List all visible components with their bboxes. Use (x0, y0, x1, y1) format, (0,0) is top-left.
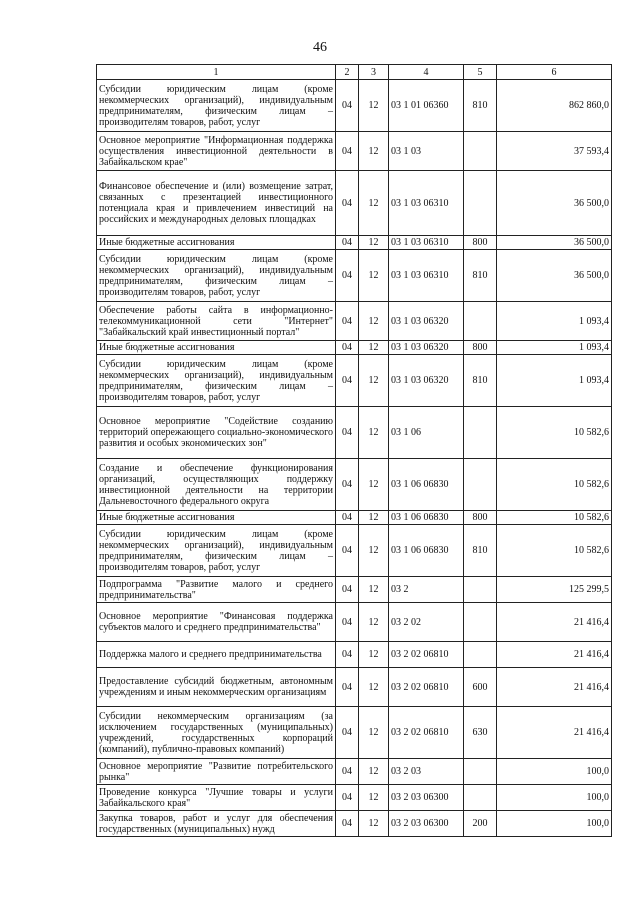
amount-cell: 21 416,4 (497, 707, 612, 759)
section-code-cell: 04 (336, 785, 359, 811)
expense-type-cell (464, 132, 497, 171)
item-name-cell: Субсидии юридическим лицам (кроме некоммерческих организаций), индивидуальным предпринимателям, физическим лицам – производителям товаров, работ, услуг (97, 355, 336, 407)
amount-cell: 10 582,6 (497, 407, 612, 459)
expense-type-cell (464, 171, 497, 236)
expense-type-cell: 630 (464, 707, 497, 759)
expense-type-cell: 810 (464, 250, 497, 302)
subsection-code-cell: 12 (359, 341, 389, 355)
table-row (97, 759, 612, 785)
table-row (97, 355, 612, 407)
target-article-cell: 03 2 02 06810 (389, 642, 464, 668)
amount-cell: 21 416,4 (497, 603, 612, 642)
expense-type-cell (464, 407, 497, 459)
table-row (97, 80, 612, 132)
table-row (97, 811, 612, 837)
item-name-cell: Иные бюджетные ассигнования (97, 341, 336, 355)
amount-cell: 36 500,0 (497, 171, 612, 236)
expense-type-cell: 800 (464, 236, 497, 250)
subsection-code-cell: 12 (359, 302, 389, 341)
target-article-cell: 03 2 03 06300 (389, 785, 464, 811)
table-row (97, 302, 612, 341)
amount-cell: 37 593,4 (497, 132, 612, 171)
item-name-cell: Субсидии юридическим лицам (кроме некоммерческих организаций), индивидуальным предпринимателям, физическим лицам – производителям товаров, работ, услуг (97, 525, 336, 577)
subsection-code-cell: 12 (359, 785, 389, 811)
item-name-cell: Проведение конкурса "Лучшие товары и услуги Забайкальского края" (97, 785, 336, 811)
section-code-cell: 04 (336, 80, 359, 132)
expense-type-cell (464, 785, 497, 811)
expense-type-cell: 600 (464, 668, 497, 707)
item-name-cell: Закупка товаров, работ и услуг для обеспечения государственных (муниципальных) нужд (97, 811, 336, 837)
column-header: 2 (336, 65, 359, 80)
column-header: 1 (97, 65, 336, 80)
expense-type-cell: 800 (464, 341, 497, 355)
amount-cell: 100,0 (497, 811, 612, 837)
amount-cell: 1 093,4 (497, 341, 612, 355)
target-article-cell: 03 1 06 06830 (389, 459, 464, 511)
expense-type-cell: 810 (464, 80, 497, 132)
table-row (97, 785, 612, 811)
section-code-cell: 04 (336, 171, 359, 236)
target-article-cell: 03 1 06 06830 (389, 511, 464, 525)
amount-cell: 10 582,6 (497, 525, 612, 577)
table-row (97, 603, 612, 642)
section-code-cell: 04 (336, 759, 359, 785)
target-article-cell: 03 2 (389, 577, 464, 603)
table-body (97, 80, 612, 837)
amount-cell: 862 860,0 (497, 80, 612, 132)
item-name-cell: Субсидии юридическим лицам (кроме некоммерческих организаций), индивидуальным предпринимателям, физическим лицам – производителям товаров, работ, услуг (97, 80, 336, 132)
section-code-cell: 04 (336, 407, 359, 459)
table-row (97, 407, 612, 459)
target-article-cell: 03 2 03 (389, 759, 464, 785)
expense-type-cell (464, 302, 497, 341)
item-name-cell: Иные бюджетные ассигнования (97, 236, 336, 250)
section-code-cell: 04 (336, 603, 359, 642)
amount-cell: 10 582,6 (497, 511, 612, 525)
subsection-code-cell: 12 (359, 707, 389, 759)
amount-cell: 10 582,6 (497, 459, 612, 511)
section-code-cell: 04 (336, 236, 359, 250)
subsection-code-cell: 12 (359, 407, 389, 459)
expense-type-cell: 810 (464, 355, 497, 407)
subsection-code-cell: 12 (359, 811, 389, 837)
section-code-cell: 04 (336, 577, 359, 603)
table-row (97, 668, 612, 707)
item-name-cell: Основное мероприятие "Содействие созданию территорий опережающего социально-экономического развития и особых экономических зон" (97, 407, 336, 459)
column-header: 4 (389, 65, 464, 80)
column-header: 5 (464, 65, 497, 80)
subsection-code-cell: 12 (359, 642, 389, 668)
subsection-code-cell: 12 (359, 80, 389, 132)
table-row (97, 642, 612, 668)
subsection-code-cell: 12 (359, 355, 389, 407)
expense-type-cell: 800 (464, 511, 497, 525)
subsection-code-cell: 12 (359, 250, 389, 302)
expense-type-cell (464, 642, 497, 668)
item-name-cell: Основное мероприятие "Развитие потребительского рынка" (97, 759, 336, 785)
target-article-cell: 03 1 03 (389, 132, 464, 171)
expense-type-cell (464, 577, 497, 603)
amount-cell: 21 416,4 (497, 642, 612, 668)
section-code-cell: 04 (336, 459, 359, 511)
section-code-cell: 04 (336, 355, 359, 407)
target-article-cell: 03 1 03 06320 (389, 302, 464, 341)
section-code-cell: 04 (336, 302, 359, 341)
target-article-cell: 03 1 03 06310 (389, 236, 464, 250)
table-row (97, 171, 612, 236)
table-row (97, 250, 612, 302)
expense-type-cell (464, 759, 497, 785)
table-row (97, 341, 612, 355)
budget-table (96, 64, 612, 837)
subsection-code-cell: 12 (359, 171, 389, 236)
target-article-cell: 03 1 03 06320 (389, 341, 464, 355)
target-article-cell: 03 1 03 06320 (389, 355, 464, 407)
item-name-cell: Создание и обеспечение функционирования организаций, осуществляющих поддержку инвестиционной деятельности на территории Дальневосточного федерального округа (97, 459, 336, 511)
section-code-cell: 04 (336, 132, 359, 171)
item-name-cell: Иные бюджетные ассигнования (97, 511, 336, 525)
amount-cell: 100,0 (497, 785, 612, 811)
item-name-cell: Предоставление субсидий бюджетным, автономным учреждениям и иным некоммерческим организациям (97, 668, 336, 707)
target-article-cell: 03 1 01 06360 (389, 80, 464, 132)
amount-cell: 100,0 (497, 759, 612, 785)
amount-cell: 125 299,5 (497, 577, 612, 603)
expense-type-cell (464, 459, 497, 511)
table-row (97, 707, 612, 759)
subsection-code-cell: 12 (359, 459, 389, 511)
subsection-code-cell: 12 (359, 759, 389, 785)
section-code-cell: 04 (336, 642, 359, 668)
item-name-cell: Финансовое обеспечение и (или) возмещение затрат, связанных с презентацией инвестиционного потенциала края и привлечением инвестиций на российских и международных деловых площадках (97, 171, 336, 236)
section-code-cell: 04 (336, 250, 359, 302)
amount-cell: 21 416,4 (497, 668, 612, 707)
subsection-code-cell: 12 (359, 511, 389, 525)
item-name-cell: Основное мероприятие "Финансовая поддержка субъектов малого и среднего предпринимательства" (97, 603, 336, 642)
item-name-cell: Поддержка малого и среднего предпринимательства (97, 642, 336, 668)
target-article-cell: 03 2 03 06300 (389, 811, 464, 837)
item-name-cell: Подпрограмма "Развитие малого и среднего предпринимательства" (97, 577, 336, 603)
item-name-cell: Субсидии юридическим лицам (кроме некоммерческих организаций), индивидуальным предпринимателям, физическим лицам – производителям товаров, работ, услуг (97, 250, 336, 302)
section-code-cell: 04 (336, 341, 359, 355)
target-article-cell: 03 1 03 06310 (389, 250, 464, 302)
column-header: 3 (359, 65, 389, 80)
section-code-cell: 04 (336, 707, 359, 759)
target-article-cell: 03 1 03 06310 (389, 171, 464, 236)
amount-cell: 1 093,4 (497, 355, 612, 407)
subsection-code-cell: 12 (359, 603, 389, 642)
table-row (97, 459, 612, 511)
table-row (97, 132, 612, 171)
table-row (97, 525, 612, 577)
amount-cell: 1 093,4 (497, 302, 612, 341)
subsection-code-cell: 12 (359, 236, 389, 250)
page-number: 46 (313, 40, 327, 55)
column-header: 6 (497, 65, 612, 80)
subsection-code-cell: 12 (359, 577, 389, 603)
target-article-cell: 03 2 02 06810 (389, 668, 464, 707)
section-code-cell: 04 (336, 811, 359, 837)
amount-cell: 36 500,0 (497, 236, 612, 250)
item-name-cell: Основное мероприятие "Информационная поддержка осуществления инвестиционной деятельности в Забайкальском крае" (97, 132, 336, 171)
table-row (97, 511, 612, 525)
table-header-row (97, 65, 612, 80)
table-row (97, 577, 612, 603)
expense-type-cell: 200 (464, 811, 497, 837)
section-code-cell: 04 (336, 525, 359, 577)
target-article-cell: 03 2 02 06810 (389, 707, 464, 759)
target-article-cell: 03 2 02 (389, 603, 464, 642)
subsection-code-cell: 12 (359, 132, 389, 171)
expense-type-cell: 810 (464, 525, 497, 577)
section-code-cell: 04 (336, 668, 359, 707)
section-code-cell: 04 (336, 511, 359, 525)
table-row (97, 236, 612, 250)
expense-type-cell (464, 603, 497, 642)
item-name-cell: Обеспечение работы сайта в информационно-телекоммуникационной сети "Интернет" "Забайкальский край инвестиционный портал" (97, 302, 336, 341)
subsection-code-cell: 12 (359, 668, 389, 707)
item-name-cell: Субсидии некоммерческим организациям (за исключением государственных (муниципальных) учреждений, государственных корпораций (компаний), публично-правовых компаний) (97, 707, 336, 759)
target-article-cell: 03 1 06 06830 (389, 525, 464, 577)
target-article-cell: 03 1 06 (389, 407, 464, 459)
subsection-code-cell: 12 (359, 525, 389, 577)
amount-cell: 36 500,0 (497, 250, 612, 302)
